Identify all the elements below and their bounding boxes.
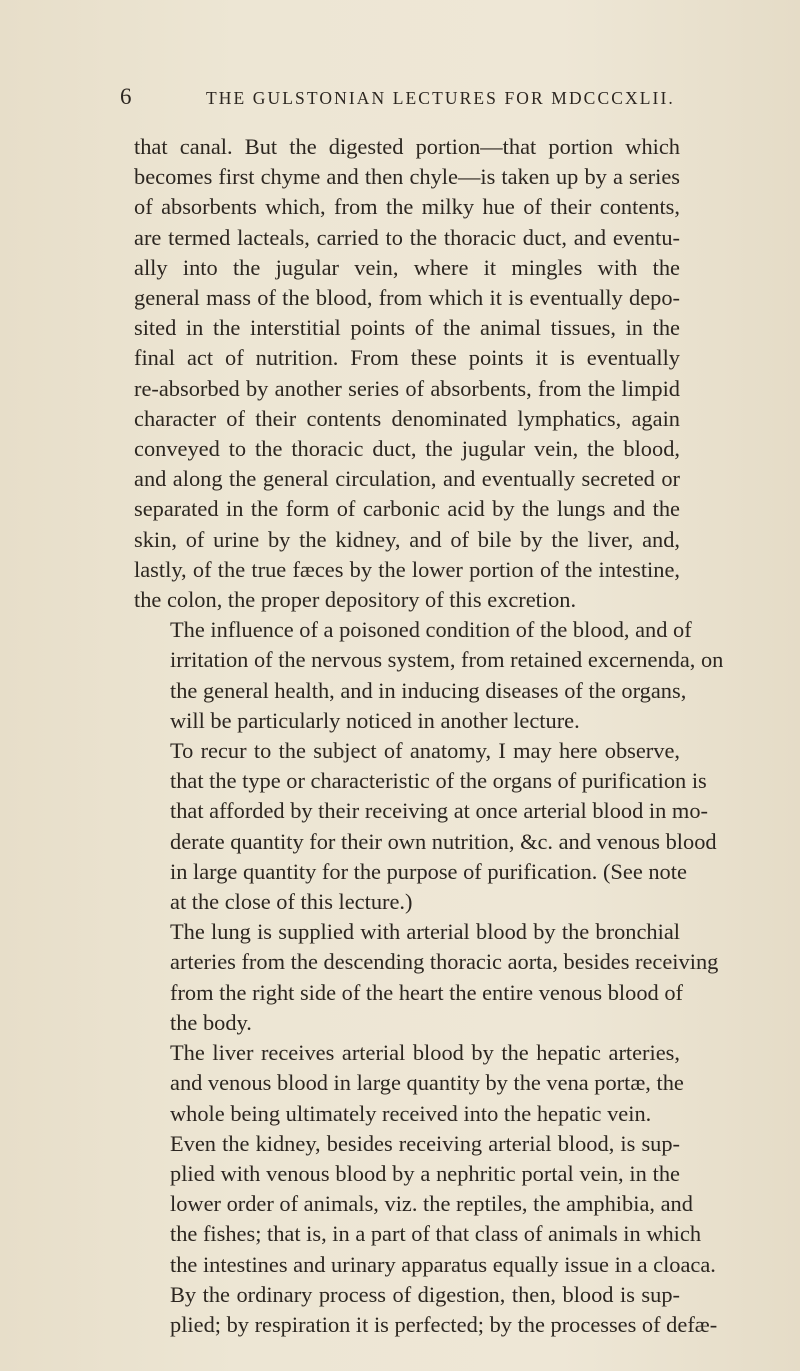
text-line: that afforded by their receiving at once arterial blood in mo- <box>170 798 708 824</box>
text-line: becomes first chyme and then chyle—is taken up by a series <box>134 164 680 190</box>
text-line: The influence of a poisoned condition of the blood, and of <box>170 617 692 643</box>
text-line: at the close of this lecture.) <box>170 889 413 915</box>
text-line: the intestines and urinary apparatus equally issue in a cloaca. <box>170 1251 716 1277</box>
text-line: character of their contents denominated lymphatics, again <box>134 405 680 431</box>
text-line: of absorbents which, from the milky hue of their contents, <box>134 194 680 220</box>
text-line: will be particularly noticed in another lecture. <box>170 707 580 733</box>
text-line: plied with venous blood by a nephritic portal vein, in the <box>170 1160 680 1186</box>
text-line: conveyed to the thoracic duct, the jugular vein, the blood, <box>134 436 680 462</box>
paragraph <box>134 615 724 736</box>
paragraph <box>134 132 680 615</box>
text-line: general mass of the blood, from which it is eventually depo- <box>134 285 680 311</box>
paragraph <box>134 736 717 917</box>
text-line: in large quantity for the purpose of purification. (See note <box>170 858 687 884</box>
text-line: whole being ultimately received into the hepatic vein. <box>170 1100 652 1126</box>
text-line: from the right side of the heart the entire venous blood of <box>170 979 683 1005</box>
paragraph <box>134 1038 684 1129</box>
text-line: final act of nutrition. From these points it is eventually <box>134 345 680 371</box>
text-line: The liver receives arterial blood by the hepatic arteries, <box>170 1040 680 1066</box>
text-line: re-absorbed by another series of absorbents, from the limpid <box>134 375 680 401</box>
text-line: and venous blood in large quantity by the vena portæ, the <box>170 1070 684 1096</box>
text-line: ally into the jugular vein, where it mingles with the <box>134 254 680 280</box>
paragraph <box>134 1129 716 1280</box>
text-line: that canal. But the digested portion—that portion which <box>134 134 680 159</box>
text-line: the general health, and in inducing diseases of the organs, <box>170 677 687 703</box>
running-head: THE GULSTONIAN LECTURES FOR MDCCCXLII. <box>206 88 675 108</box>
text-line: are termed lacteals, carried to the thoracic duct, and eventu- <box>134 224 680 250</box>
text-line: the colon, the proper depository of this excretion. <box>134 587 577 613</box>
text-line: the body. <box>170 1009 252 1035</box>
body-text <box>134 132 724 1340</box>
paragraph <box>134 917 719 1038</box>
text-line: To recur to the subject of anatomy, I may here observe, <box>170 738 680 764</box>
text-line: separated in the form of carbonic acid by the lungs and the <box>134 496 680 522</box>
text-line: and along the general circulation, and eventually secreted or <box>134 466 680 492</box>
page-number: 6 <box>120 84 132 109</box>
text-line: lastly, of the true fæces by the lower portion of the intestine, <box>134 556 680 582</box>
text-line: skin, of urine by the kidney, and of bile by the liver, and, <box>134 526 680 552</box>
text-line: arteries from the descending thoracic aorta, besides receiving <box>170 949 719 975</box>
text-line: derate quantity for their own nutrition, &c. and venous blood <box>170 828 717 854</box>
text-line: The lung is supplied with arterial blood by the bronchial <box>170 919 680 945</box>
text-line: lower order of animals, viz. the reptiles, the amphibia, and <box>170 1191 693 1217</box>
paragraph <box>134 1280 718 1340</box>
text-line: sited in the interstitial points of the animal tissues, in the <box>134 315 680 341</box>
text-line: the fishes; that is, in a part of that class of animals in which <box>170 1221 702 1247</box>
text-line: By the ordinary process of digestion, then, blood is sup- <box>170 1281 680 1307</box>
text-line: irritation of the nervous system, from retained excernenda, on <box>170 647 724 673</box>
text-line: that the type or characteristic of the organs of purification is <box>170 768 707 794</box>
text-line: Even the kidney, besides receiving arterial blood, is sup- <box>170 1130 680 1156</box>
page-header <box>120 84 680 114</box>
text-line: plied; by respiration it is perfected; by the processes of defæ- <box>170 1311 718 1337</box>
